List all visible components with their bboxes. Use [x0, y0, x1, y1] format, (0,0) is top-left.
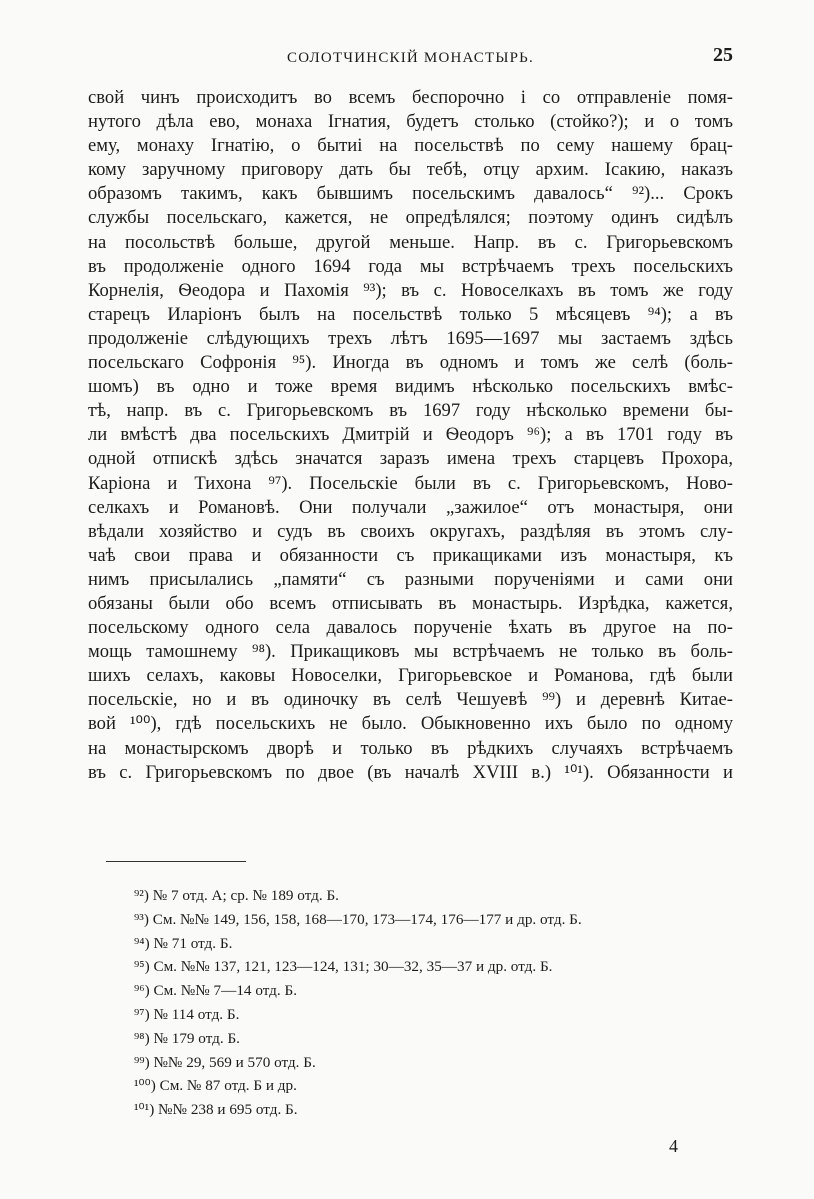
text-line: чаѣ свои права и обязанности съ прикащиками изъ монастыря, къ — [88, 544, 733, 566]
footnote: ⁹⁶) См. №№ 7—14 отд. Б. — [134, 982, 297, 1000]
text-line: въ с. Григорьевскомъ по двое (въ началѣ XVIII в.) ¹⁰¹). Обязанности и — [88, 761, 733, 783]
text-line: продолженіе слѣдующихъ трехъ лѣтъ 1695—1697 мы застаемъ здѣсь — [88, 327, 733, 349]
text-line: посельскіе, но и въ одиночку въ селѣ Чешуевѣ ⁹⁹) и деревнѣ Китае- — [88, 689, 733, 711]
text-line: на монастырскомъ дворѣ и только въ рѣдкихъ случаяхъ встрѣчаемъ — [88, 737, 733, 759]
running-header — [88, 44, 733, 74]
text-line: въ продолженіе одного 1694 года мы встрѣчаемъ трехъ посельскихъ — [88, 255, 733, 277]
text-line: обязаны были обо всемъ отписывать въ монастырь. Изрѣдка, кажется, — [88, 592, 733, 614]
text-line: на посольствѣ больше, другой меньше. Напр. въ с. Григорьевскомъ — [88, 231, 733, 253]
text-line: образомъ такимъ, какъ бывшимъ посельскимъ давалось“ ⁹²)... Срокъ — [88, 183, 733, 205]
footnote-rule — [106, 861, 246, 862]
footnote: ⁹⁵) См. №№ 137, 121, 123—124, 131; 30—32, 35—37 и др. отд. Б. — [134, 958, 553, 976]
text-line: ему, монаху Ігнатію, о бытиі на посельствѣ по сему нашему брац- — [88, 135, 733, 157]
text-line: тѣ, напр. въ с. Григорьевскомъ въ 1697 году нѣсколько времени бы- — [88, 400, 733, 422]
footnote: ⁹³) См. №№ 149, 156, 158, 168—170, 173—174, 176—177 и др. отд. Б. — [134, 910, 582, 928]
text-line: селкахъ и Романовѣ. Они получали „зажилое“ отъ монастыря, они — [88, 496, 733, 518]
footnote: ¹⁰⁰) См. № 87 отд. Б и др. — [134, 1077, 297, 1095]
text-line: шихъ селахъ, каковы Новоселки, Григорьевское и Романова, гдѣ были — [88, 665, 733, 687]
text-line: Каріона и Тихона ⁹⁷). Посельскіе были въ с. Григорьевскомъ, Ново- — [88, 472, 733, 494]
footnote: ⁹⁴) № 71 отд. Б. — [134, 934, 233, 952]
text-line: Корнелія, Ѳеодора и Пахомія ⁹³); въ с. Новоселкахъ въ томъ же году — [88, 279, 733, 301]
footnote: ⁹⁹) №№ 29, 569 и 570 отд. Б. — [134, 1053, 316, 1071]
text-line: мощь тамошнему ⁹⁸). Прикащиковъ мы встрѣчаемъ не только въ боль- — [88, 641, 733, 663]
text-line: нутого дѣла ево, монаха Ігнатия, будетъ столько (стойко?); и о томъ — [88, 111, 733, 133]
text-line: вой ¹⁰⁰), гдѣ посельскихъ не было. Обыкновенно ихъ было по одному — [88, 713, 733, 735]
text-line: старецъ Иларіонъ былъ на посельствѣ только 5 мѣсяцевъ ⁹⁴); а въ — [88, 303, 733, 325]
text-line: посельскому одного села давалось порученіе ѣхать въ другое на по- — [88, 617, 733, 639]
footnote: ⁹⁷) № 114 отд. Б. — [134, 1005, 240, 1023]
page-number: 25 — [713, 44, 733, 66]
footnote: ⁹²) № 7 отд. А; ср. № 189 отд. Б. — [134, 887, 339, 904]
footnotes — [134, 884, 734, 1122]
text-line: кому заручному приговору дать бы тебѣ, отцу архим. Ісакию, наказъ — [88, 159, 733, 181]
text-line: вѣдали хозяйство и судъ въ своихъ округахъ, раздѣляя въ этомъ слу- — [88, 520, 733, 542]
running-title: СОЛОТЧИНСКІЙ МОНАСТЫРЬ. — [287, 50, 534, 66]
sheet-signature: 4 — [669, 1136, 678, 1156]
body-text — [88, 86, 733, 785]
text-line: посельскаго Софронія ⁹⁵). Иногда въ одномъ и томъ же селѣ (боль- — [88, 352, 733, 374]
text-line: одной отпискѣ здѣсь значатся заразъ имена трехъ старцевъ Прохора, — [88, 448, 733, 470]
text-line: службы посельскаго, кажется, не опредѣлялся; поэтому одинъ сидѣлъ — [88, 207, 733, 229]
footnote: ⁹⁸) № 179 отд. Б. — [134, 1029, 240, 1047]
text-line: свой чинъ происходитъ во всемъ беспорочно і со отправленіе помя- — [88, 87, 733, 108]
text-line: нимъ присылались „памяти“ съ разными порученіями и сами они — [88, 568, 733, 590]
footnote: ¹⁰¹) №№ 238 и 695 отд. Б. — [134, 1101, 298, 1119]
text-line: ли вмѣстѣ два посельскихъ Дмитрій и Ѳеодоръ ⁹⁶); а въ 1701 году въ — [88, 424, 733, 446]
text-line: шомъ) въ одно и тоже время видимъ нѣсколько посельскихъ вмѣс- — [88, 376, 733, 398]
